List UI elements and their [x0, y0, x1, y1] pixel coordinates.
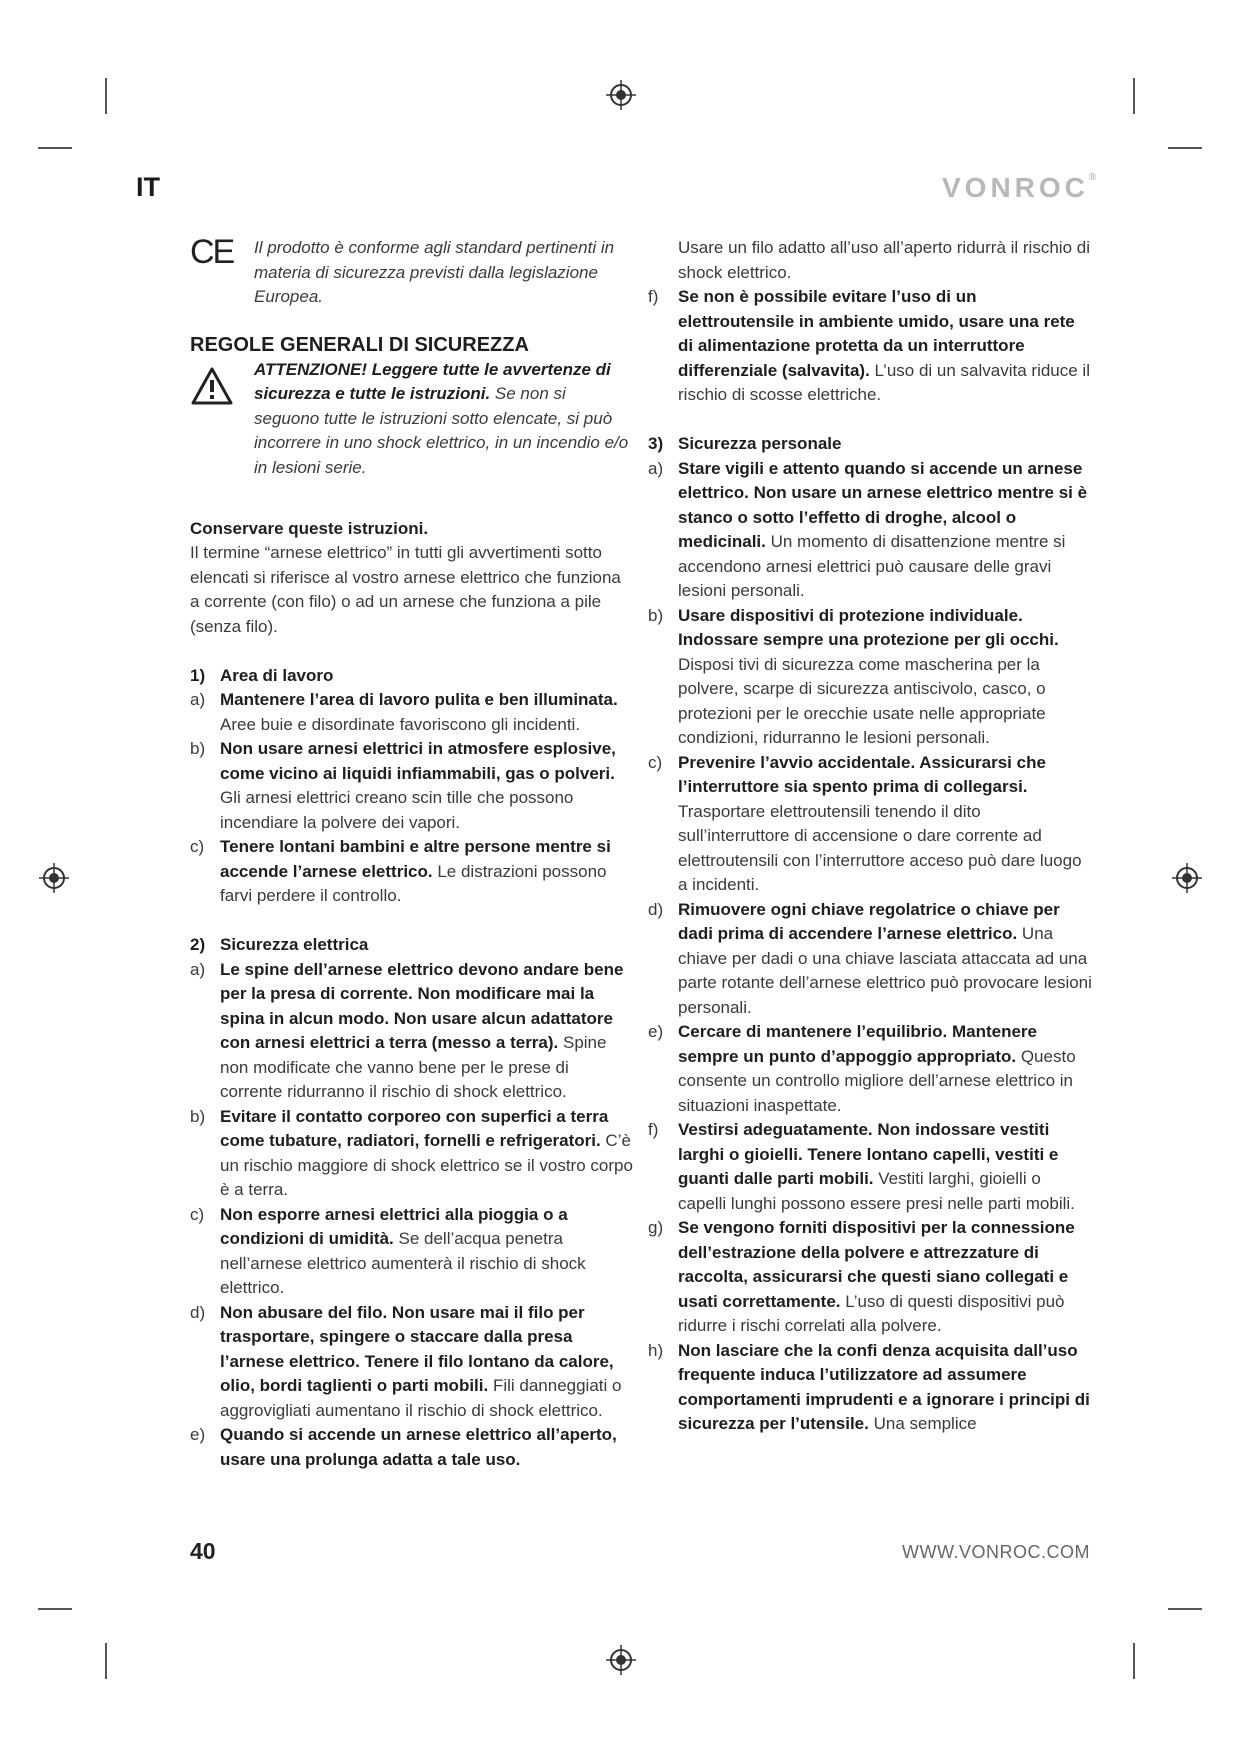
item-bold: Usare dispositivi di protezione individuale. Indossare sempre una protezione per gli occhi. [678, 605, 1059, 649]
item-letter: c) [648, 752, 663, 772]
list-item [648, 604, 1093, 751]
registration-mark-icon [606, 1645, 636, 1675]
list-item [648, 1216, 1093, 1339]
item-letter: e) [648, 1022, 664, 1041]
section-title: Area di lavoro [220, 665, 334, 685]
item-letter: d) [648, 899, 664, 919]
language-code: IT [136, 172, 160, 202]
item-text: Una semplice [868, 1414, 977, 1433]
brand-registered-mark: ® [1088, 172, 1097, 183]
left-column [190, 233, 635, 1472]
section-number: 2) [190, 935, 206, 954]
item-letter: h) [648, 1340, 664, 1360]
ce-mark-icon: CE [190, 233, 234, 271]
right-column [648, 236, 1093, 1437]
brand-logo [942, 172, 1096, 204]
item-letter: a) [190, 959, 206, 979]
section-heading-3 [648, 432, 1093, 457]
item-bold: Le spine dell’arnese elettrico devono andare bene per la presa di corrente. Non modificare mai la spina in alcun modo. Non usare alcun adattatore con arnesi elettrici a terra (messo a terra). [220, 959, 624, 1052]
website-url: WWW.VONROC.COM [902, 1542, 1090, 1562]
warning-bold: ATTENZIONE! Leggere tutte le avvertenze di sicurezza e tutte le istruzioni. [254, 359, 611, 403]
section-number: 1) [190, 665, 206, 685]
item-bold: Quando si accende un arnese elettrico all’aperto, usare una prolunga adatta a tale uso. [220, 1425, 617, 1469]
item-text: C’è un rischio maggiore di shock elettrico se il vostro corpo è a terra. [220, 1131, 633, 1199]
item-text: Un momento di disattenzione mentre si accendono arnesi elettrici può causare delle gravi lesioni personali. [678, 532, 1066, 600]
item-bold: Stare vigili e attento quando si accende un arnese elettrico. Non usare un arnese elettrico mentre si è stanco o sotto l’effetto di droghe, alcool o medicinali. [678, 458, 1088, 551]
registration-mark-icon [606, 80, 636, 110]
item-bold: Se vengono forniti dispositivi per la connessione dell’estrazione della polvere e attrezzature di raccolta, assicurarsi che questi siano collegati e usati correttamente. [678, 1218, 1075, 1311]
item-letter: f) [648, 1120, 659, 1139]
list-item [648, 457, 1093, 604]
item-bold: Non lasciare che la confi denza acquisita dall’uso frequente induca l’utilizzatore ad assumere comportamenti imprudenti e a ignorare i principi di sicurezza per l’utensile. [678, 1340, 1090, 1433]
item-letter: c) [190, 1204, 205, 1224]
item-letter: g) [648, 1218, 664, 1237]
item-text: Le distrazioni possono farvi perdere il controllo. [220, 861, 607, 905]
list-item [648, 285, 1093, 408]
warning-triangle-icon [190, 366, 234, 406]
registration-mark-icon [1172, 863, 1202, 893]
item-letter: b) [190, 739, 206, 758]
section-number: 3) [648, 434, 664, 453]
item-bold: Non abusare del filo. Non usare mai il filo per trasportare, spingere o staccare dalla presa l’arnese elettrico. Tenere il filo lontano da calore, olio, bordi taglienti o parti mobili. [220, 1302, 614, 1395]
item-text: Usare un filo adatto all’uso all’aperto ridurrà il rischio di shock elettrico. [678, 238, 1090, 282]
item-text: Aree buie e disordinate favoriscono gli incidenti. [220, 714, 581, 734]
list-item [648, 1339, 1093, 1437]
list-item [190, 1423, 635, 1472]
item-text: Spine non modificate che vanno bene per le prese di corrente ridurranno il rischio di shock elettrico. [220, 1033, 607, 1101]
keep-instructions-title: Conservare queste istruzioni. [190, 518, 429, 538]
list-item [190, 958, 635, 1105]
general-warning [190, 358, 635, 481]
crop-mark [105, 1643, 107, 1679]
item-bold: Non esporre arnesi elettrici alla pioggia o a condizioni di umidità. [220, 1204, 568, 1248]
list-item [190, 737, 635, 835]
item-text: Questo consente un controllo migliore dell’arnese elettrico in situazioni inaspettate. [678, 1046, 1076, 1115]
keep-instructions-text: Il termine “arnese elettrico” in tutti gli avvertimenti sotto elencati si riferisce al vostro arnese elettrico che funziona a corrente (con filo) o ad un arnese che funziona a pile (senza filo). [190, 543, 621, 636]
section-heading-1 [190, 664, 635, 689]
section-title: Sicurezza personale [678, 434, 842, 453]
list-item [648, 751, 1093, 898]
crop-mark [38, 147, 72, 149]
crop-mark [38, 1608, 72, 1610]
item-text: Vestiti larghi, gioielli o capelli lunghi possono essere presi nelle parti mobili. [678, 1169, 1075, 1213]
item-text: Disposi tivi di sicurezza come mascherina per la polvere, scarpe di sicurezza antiscivolo, casco, o protezioni per le orecchie usate nelle appropriate condizioni, ridurranno le lesioni personali. [678, 654, 1046, 747]
item-letter: b) [648, 605, 664, 625]
list-item [190, 835, 635, 909]
item-letter: f) [648, 287, 659, 306]
list-item [190, 1203, 635, 1301]
item-text: Se dell’acqua penetra nell’arnese elettrico aumenterà il rischio di shock elettrico. [220, 1229, 586, 1297]
item-text: Trasportare elettroutensili tenendo il dito sull’interruttore di accensione o dare corrente ad elettroutensili con l’interruttore acceso può dare luogo a incidenti. [678, 801, 1082, 894]
item-bold: Vestirsi adeguatamente. Non indossare vestiti larghi o gioielli. Tenere lontano capelli, vestiti e guanti dalle parti mobili. [678, 1120, 1059, 1188]
item-bold: Se non è possibile evitare l’uso di un elettroutensile in ambiente umido, usare una rete di alimentazione protetta da un interruttore differenziale (salvavita). [678, 287, 1075, 380]
item-letter: a) [648, 458, 664, 478]
item-bold: Evitare il contatto corporeo con superfici a terra come tubature, radiatori, fornelli e refrigeratori. [220, 1106, 609, 1150]
ce-text: Il prodotto è conforme agli standard pertinenti in materia di sicurezza previsti dalla legislazione Europea. [254, 238, 615, 306]
item-bold: Rimuovere ogni chiave regolatrice o chiave per dadi prima di accendere l’arnese elettrico. [678, 899, 1060, 943]
item-text: L’uso di questi dispositivi può ridurre i rischi correlati alla polvere. [678, 1291, 1065, 1335]
item-bold: Prevenire l’avvio accidentale. Assicurarsi che l’interruttore sia spento prima di collegarsi. [678, 752, 1046, 796]
item-bold: Non usare arnesi elettrici in atmosfere esplosive, come vicino ai liquidi infiammabili, gas o polveri. [220, 739, 616, 783]
section-title: Sicurezza elettrica [220, 935, 369, 954]
item-text: L’uso di un salvavita riduce il rischio di scosse elettriche. [678, 360, 1090, 404]
list-item [648, 1020, 1093, 1118]
section-heading-2 [190, 933, 635, 958]
list-item-continuation [648, 236, 1093, 285]
crop-mark [1168, 147, 1202, 149]
item-letter: d) [190, 1302, 206, 1322]
crop-mark [1168, 1608, 1202, 1610]
item-text: Gli arnesi elettrici creano scin tille che possono incendiare la polvere dei vapori. [220, 788, 574, 832]
warning-text: Se non si seguono tutte le istruzioni sotto elencate, si può incorrere in uno shock elettrico, in un incendio e/o in lesioni serie. [254, 384, 629, 477]
item-letter: e) [190, 1425, 206, 1444]
item-bold: Tenere lontani bambini e altre persone mentre si accende l’arnese elettrico. [220, 837, 611, 881]
ce-statement [190, 233, 635, 310]
item-bold: Mantenere l’area di lavoro pulita e ben illuminata. [220, 690, 618, 709]
list-item [648, 1118, 1093, 1216]
registration-mark-icon [39, 863, 69, 893]
item-letter: c) [190, 837, 205, 856]
brand-name: VONROC [942, 172, 1089, 203]
list-item [190, 1301, 635, 1424]
page-number: 40 [190, 1538, 216, 1564]
general-safety-title: REGOLE GENERALI DI SICUREZZA [190, 333, 529, 356]
item-text: Una chiave per dadi o una chiave lasciata attaccata ad una parte rotante dell’arnese elettrico può provocare lesioni personali. [678, 924, 1092, 1017]
crop-mark [1133, 78, 1135, 114]
list-item [190, 688, 635, 737]
item-text: Fili danneggiati o aggrovigliati aumentano il rischio di shock elettrico. [220, 1376, 622, 1420]
list-item [190, 1105, 635, 1203]
item-letter: a) [190, 690, 206, 709]
list-item [648, 898, 1093, 1021]
crop-mark [105, 78, 107, 114]
item-letter: b) [190, 1106, 206, 1126]
item-bold: Cercare di mantenere l’equilibrio. Mantenere sempre un punto d’appoggio appropriato. [678, 1022, 1038, 1066]
crop-mark [1133, 1643, 1135, 1679]
